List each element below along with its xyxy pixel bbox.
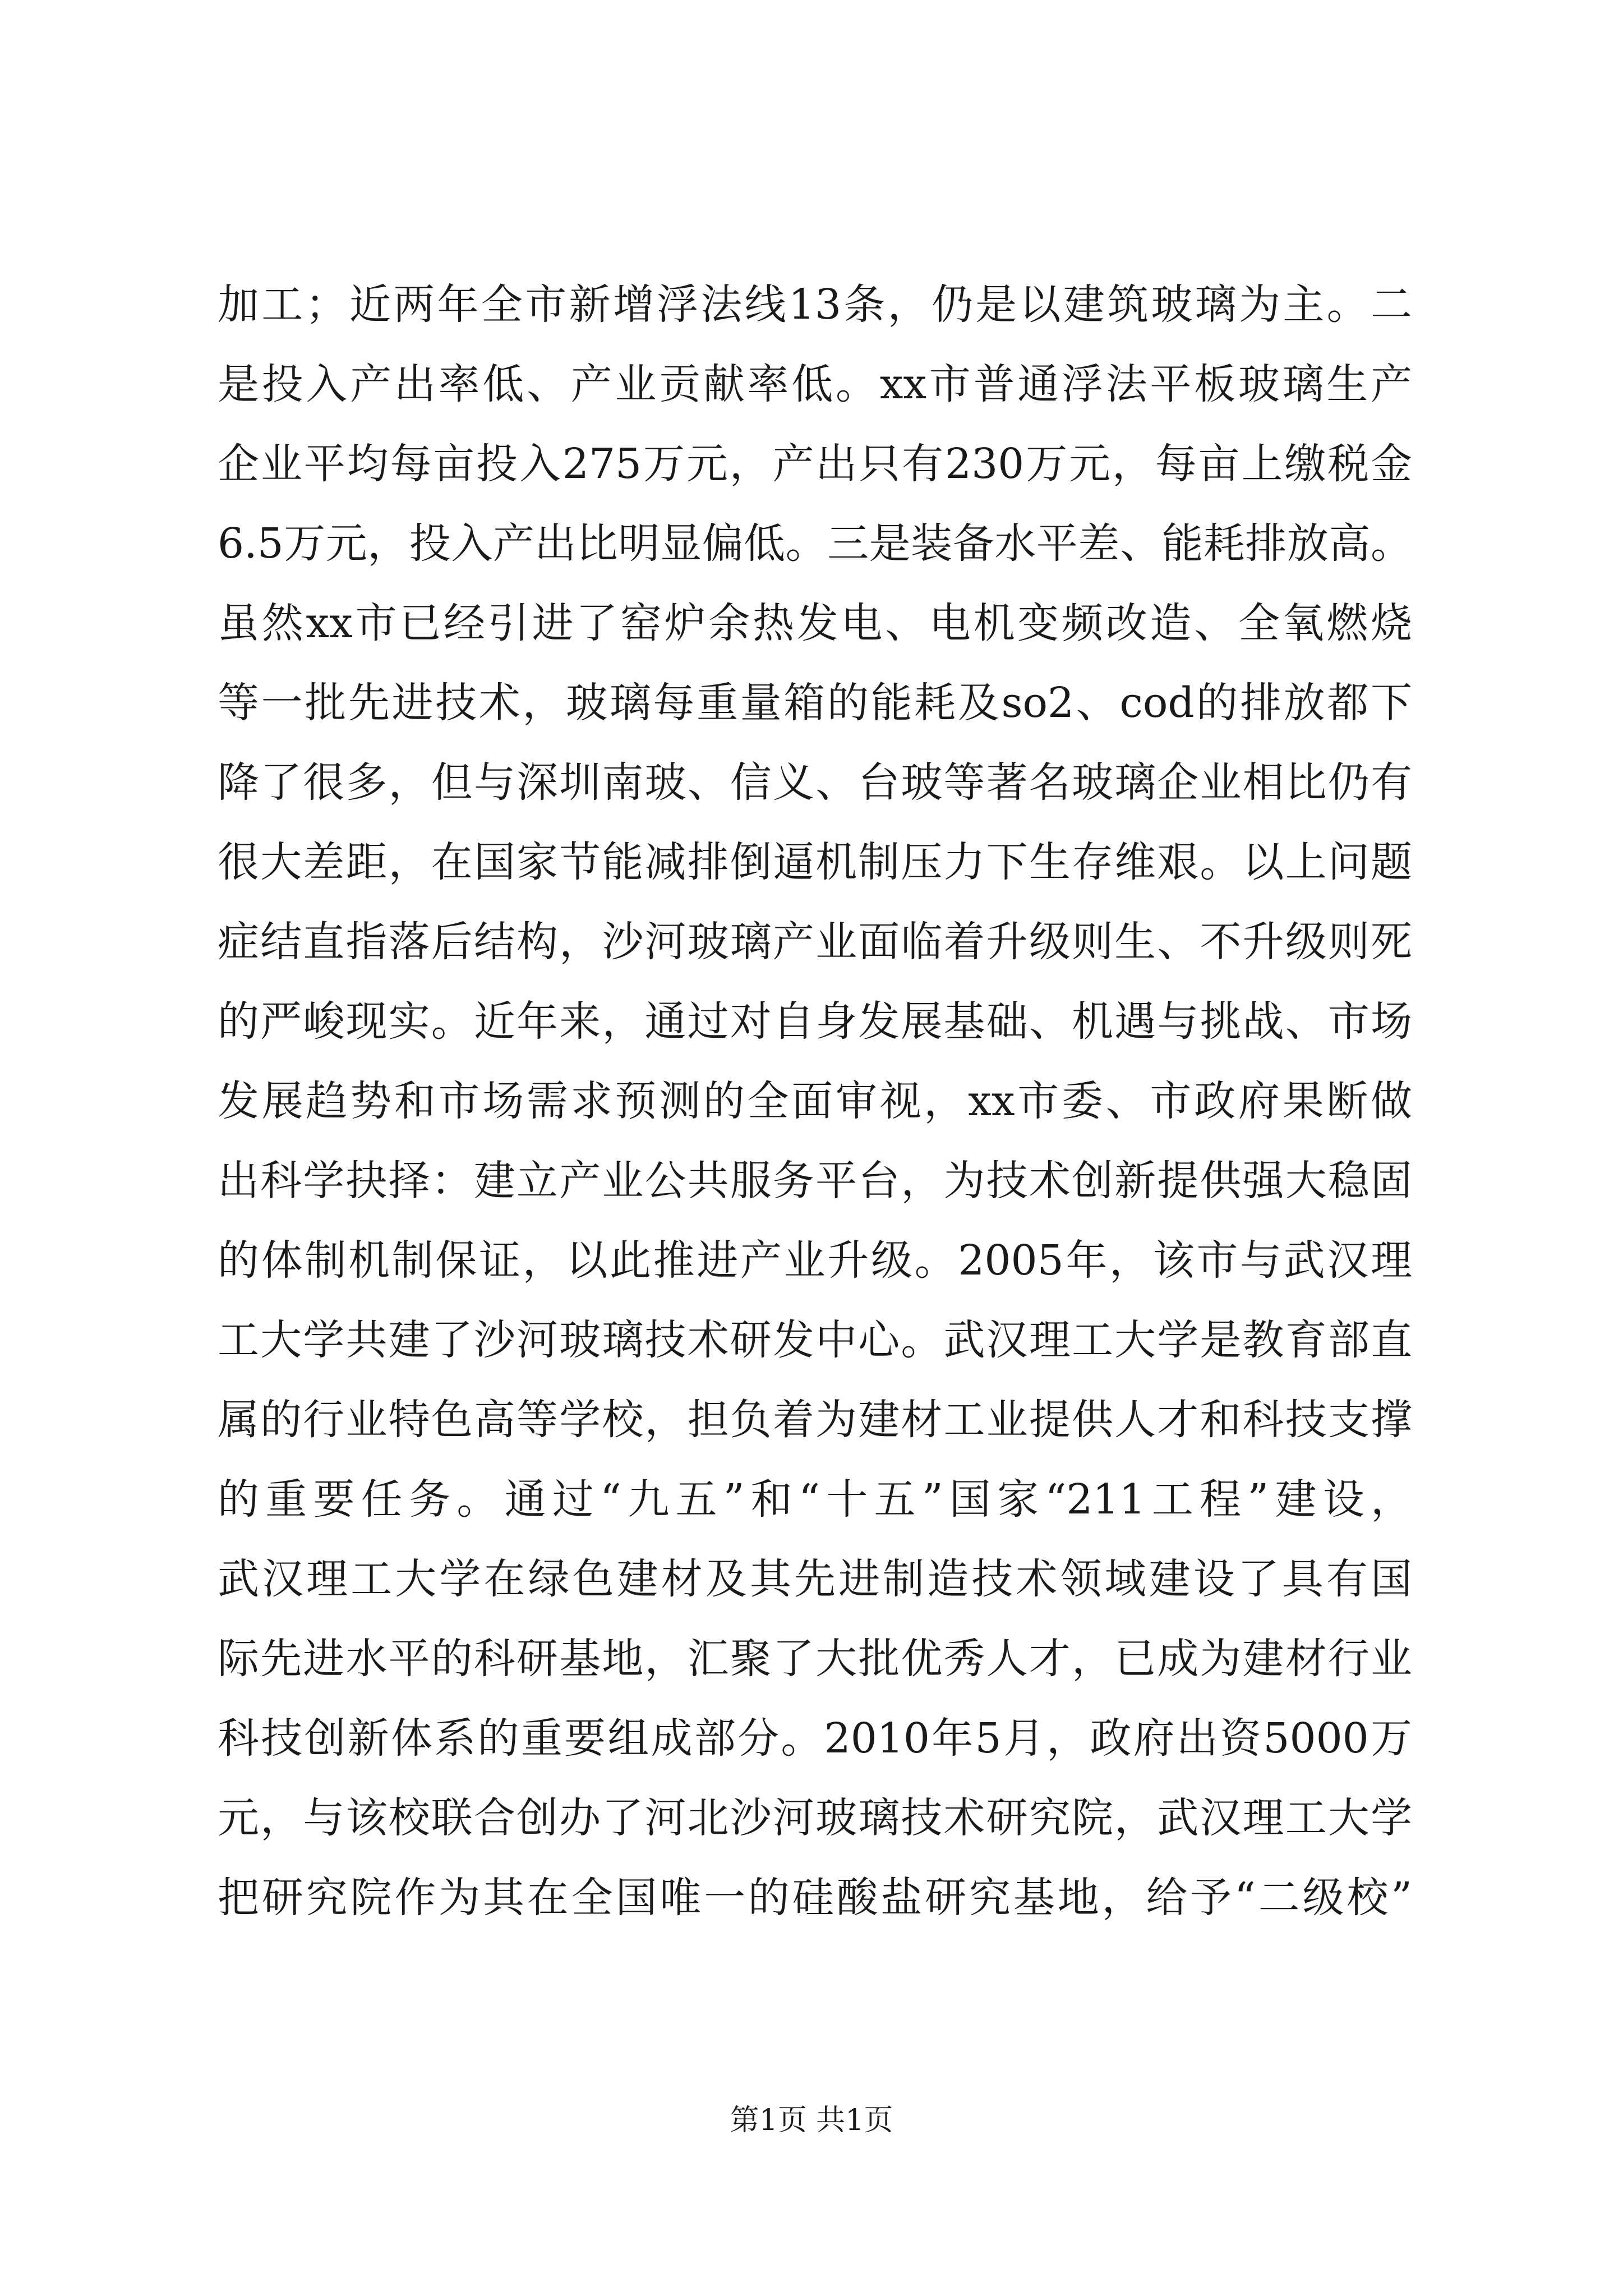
text-line: 6.5万元，投入产出比明显偏低。三是装备水平差、能耗排放高。 [218,519,1412,568]
text-line: 属的行业特色高等学校，担负着为建材工业提供人才和科技支撑 [218,1396,1412,1444]
page-footer: 第1页 共1页 [730,2104,893,2137]
text-line: 的严峻现实。近年来，通过对自身发展基础、机遇与挑战、市场 [218,997,1412,1046]
text-line: 出科学抉择：建立产业公共服务平台，为技术创新提供强大稳固 [218,1157,1412,1205]
text-line: 加工；近两年全市新增浮法线13条，仍是以建筑玻璃为主。二 [218,280,1412,329]
text-line: 的重要任务。通过“九五”和“十五”国家“211工程”建设， [218,1475,1412,1524]
text-line: 很大差距，在国家节能减排倒逼机制压力下生存维艰。以上问题 [218,838,1412,886]
text-line: 的体制机制保证，以此推进产业升级。2005年，该市与武汉理 [218,1236,1412,1285]
text-line: 企业平均每亩投入275万元，产出只有230万元，每亩上缴税金 [218,440,1412,488]
text-line: 元，与该校联合创办了河北沙河玻璃技术研究院，武汉理工大学 [218,1794,1412,1842]
text-line: 发展趋势和市场需求预测的全面审视，xx市委、市政府果断做 [218,1077,1412,1125]
text-line: 虽然xx市已经引进了窑炉余热发电、电机变频改造、全氧燃烧 [218,599,1412,647]
text-line: 降了很多，但与深圳南玻、信义、台玻等著名玻璃企业相比仍有 [218,758,1412,807]
text-line: 是投入产出率低、产业贡献率低。xx市普通浮法平板玻璃生产 [218,360,1412,408]
text-line: 科技创新体系的重要组成部分。2010年5月，政府出资5000万 [218,1714,1412,1763]
text-line: 等一批先进技术，玻璃每重量箱的能耗及so2、cod的排放都下 [218,679,1412,727]
text-line: 武汉理工大学在绿色建材及其先进制造技术领域建设了具有国 [218,1555,1412,1603]
text-line: 际先进水平的科研基地，汇聚了大批优秀人才，已成为建材行业 [218,1635,1412,1683]
text-line: 工大学共建了沙河玻璃技术研发中心。武汉理工大学是教育部直 [218,1316,1412,1364]
text-line: 把研究院作为其在全国唯一的硅酸盐研究基地，给予“二级校” [218,1874,1412,1922]
body-text [218,265,1412,1938]
text-line: 症结直指落后结构，沙河玻璃产业面临着升级则生、不升级则死 [218,918,1412,966]
